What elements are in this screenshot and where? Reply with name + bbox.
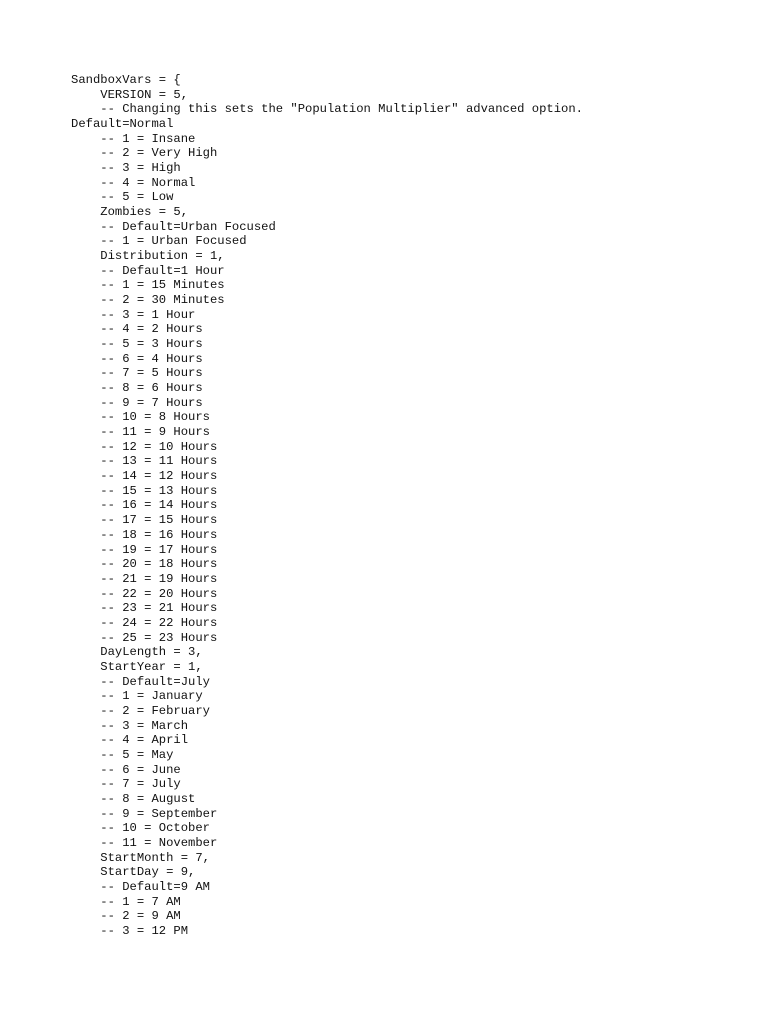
code-line: -- 9 = 7 Hours — [71, 395, 203, 410]
code-line: -- 6 = 4 Hours — [71, 351, 203, 366]
code-line: -- 8 = 6 Hours — [71, 381, 203, 396]
code-line: -- 16 = 14 Hours — [71, 498, 218, 513]
code-line: -- 19 = 17 Hours — [71, 542, 218, 557]
code-line: -- Default=Urban Focused — [71, 219, 276, 234]
code-line: -- 4 = April — [71, 733, 189, 748]
code-line: -- 1 = January — [71, 689, 203, 704]
code-line: Default=Normal — [71, 117, 174, 132]
code-line: -- 2 = 9 AM — [71, 909, 181, 924]
code-line: -- Default=1 Hour — [71, 263, 225, 278]
code-line: -- 17 = 15 Hours — [71, 513, 218, 528]
code-line: -- 25 = 23 Hours — [71, 630, 218, 645]
code-line: -- 23 = 21 Hours — [71, 601, 218, 616]
code-line: -- 3 = 1 Hour — [71, 307, 196, 322]
code-line: -- 10 = 8 Hours — [71, 410, 210, 425]
code-line: -- 6 = June — [71, 762, 181, 777]
code-line: StartYear = 1, — [71, 659, 203, 674]
code-line: -- 7 = July — [71, 777, 181, 792]
code-line: -- 1 = 15 Minutes — [71, 278, 225, 293]
code-line: -- Changing this sets the "Population Multiplier" advanced option. — [71, 102, 583, 117]
code-line: -- 7 = 5 Hours — [71, 366, 203, 381]
code-line: StartMonth = 7, — [71, 850, 210, 865]
code-line: -- 5 = May — [71, 747, 174, 762]
code-line: -- 4 = 2 Hours — [71, 322, 203, 337]
code-line: -- 8 = August — [71, 791, 196, 806]
code-line: -- 21 = 19 Hours — [71, 571, 218, 586]
code-line: -- 5 = 3 Hours — [71, 337, 203, 352]
code-line: -- 5 = Low — [71, 190, 174, 205]
code-line: VERSION = 5, — [71, 87, 189, 102]
code-line: Distribution = 1, — [71, 249, 225, 264]
code-line: -- 15 = 13 Hours — [71, 483, 218, 498]
code-line: SandboxVars = { — [71, 73, 181, 87]
code-line: -- 11 = November — [71, 835, 218, 850]
code-line: -- 10 = October — [71, 821, 210, 836]
code-line: -- 9 = September — [71, 806, 218, 821]
code-line: -- 14 = 12 Hours — [71, 469, 218, 484]
code-line: -- 18 = 16 Hours — [71, 527, 218, 542]
code-line: StartDay = 9, — [71, 865, 196, 880]
code-line: -- Default=9 AM — [71, 879, 210, 894]
code-line: -- Default=July — [71, 674, 210, 689]
code-line: -- 2 = February — [71, 703, 210, 718]
code-line: -- 11 = 9 Hours — [71, 425, 210, 440]
code-line: -- 3 = 12 PM — [71, 923, 189, 938]
code-line: -- 2 = 30 Minutes — [71, 293, 225, 308]
code-line: -- 2 = Very High — [71, 146, 218, 161]
code-line: -- 1 = Insane — [71, 131, 196, 146]
code-line: -- 1 = 7 AM — [71, 894, 181, 909]
code-line: -- 20 = 18 Hours — [71, 557, 218, 572]
code-line: -- 4 = Normal — [71, 175, 196, 190]
code-line: -- 3 = March — [71, 718, 189, 733]
code-line: -- 3 = High — [71, 161, 181, 176]
config-code-block — [71, 73, 583, 939]
code-line: Zombies = 5, — [71, 205, 189, 220]
code-line: -- 22 = 20 Hours — [71, 586, 218, 601]
code-line: -- 12 = 10 Hours — [71, 439, 218, 454]
code-line: DayLength = 3, — [71, 645, 203, 660]
code-line: -- 24 = 22 Hours — [71, 615, 218, 630]
code-line: -- 1 = Urban Focused — [71, 234, 247, 249]
code-line: -- 13 = 11 Hours — [71, 454, 218, 469]
